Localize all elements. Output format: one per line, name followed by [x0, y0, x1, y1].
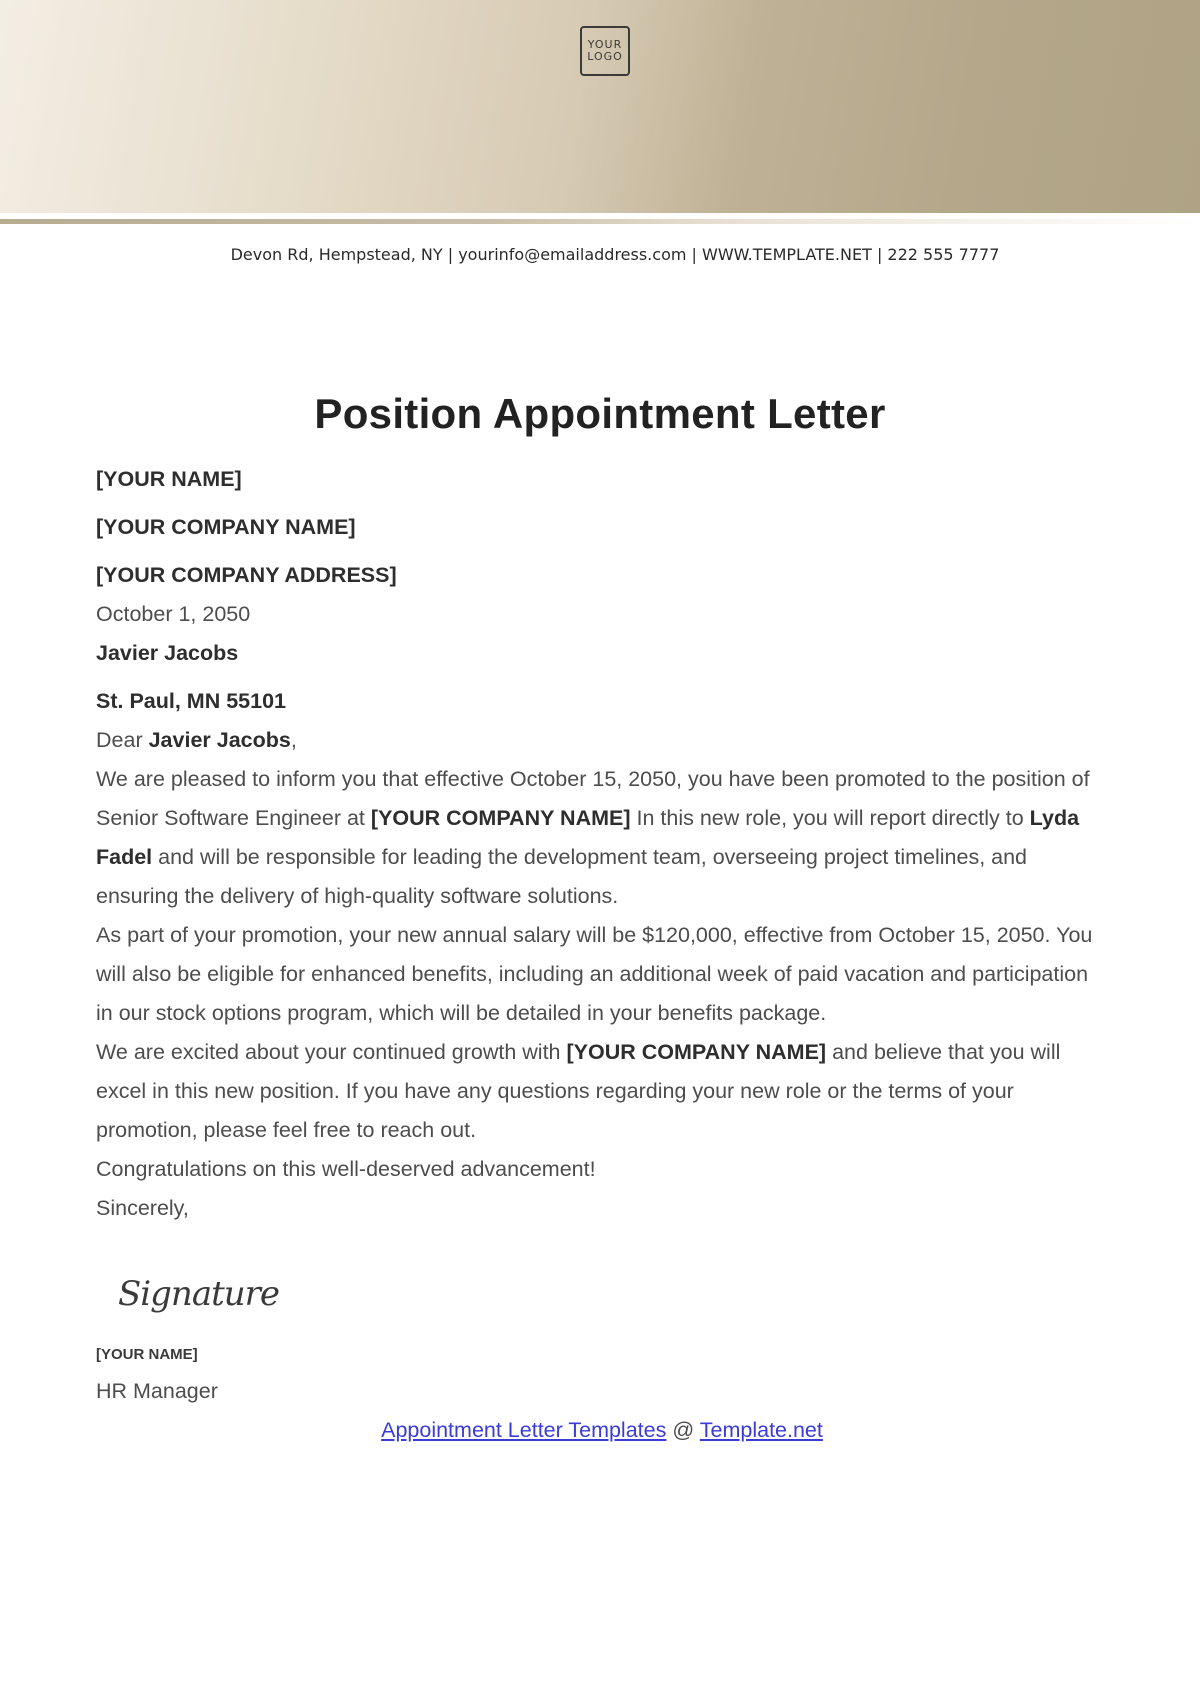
paragraph-promotion [96, 760, 1096, 916]
sender-address: [YOUR COMPANY ADDRESS] [96, 563, 397, 587]
paragraph1-part3: and will be responsible for leading the development team, overseeing project timelines, and ensuring the delivery of high-quality software solutions. [96, 845, 1028, 908]
page-title: Position Appointment Letter [314, 390, 886, 437]
signature-image: Signature [118, 1274, 280, 1314]
letter-date: October 1, 2050 [96, 602, 251, 626]
paragraph-salary: As part of your promotion, your new annual salary will be $120,000, effective from October 15, 2050. You will also be eligible for enhanced benefits, including an additional week of paid vacation and participation in our stock options program, which will be detailed in your benefits package. [96, 923, 1093, 1025]
footer-separator: @ [672, 1418, 695, 1442]
sender-company: [YOUR COMPANY NAME] [96, 515, 356, 539]
header-divider [0, 219, 1200, 224]
paragraph3-company: [YOUR COMPANY NAME] [566, 1040, 827, 1064]
paragraph3-part1: We are excited about your continued growth with [96, 1040, 561, 1064]
paragraph1-part1: We are pleased to inform you that effective October 15, 2050, you have been promoted to the position of Senior Software Engineer at [96, 767, 1090, 830]
salutation-suffix: , [290, 728, 297, 752]
paragraph1-part2: In this new role, you will report directly to [636, 806, 1024, 830]
congratulations-line: Congratulations on this well-deserved advancement! [96, 1157, 596, 1181]
paragraph3-part2: and believe that you will excel in this new position. If you have any questions regarding your new role or the terms of your promotion, please feel free to reach out. [96, 1040, 1061, 1142]
contact-info: Devon Rd, Hempstead, NY | yourinfo@emailaddress.com | WWW.TEMPLATE.NET | 222 555 7777 [230, 245, 1000, 264]
logo-text-line1: YOUR [587, 38, 623, 51]
signer-title: HR Manager [96, 1379, 218, 1403]
salutation-prefix: Dear [96, 728, 143, 752]
closing: Sincerely, [96, 1196, 189, 1220]
paragraph-growth [96, 1033, 1096, 1150]
signer-name: [YOUR NAME] [96, 1346, 198, 1363]
recipient-name: Javier Jacobs [96, 641, 239, 665]
sender-name: [YOUR NAME] [96, 467, 242, 491]
paragraph1-company: [YOUR COMPANY NAME] [370, 806, 631, 830]
company-logo [580, 26, 630, 76]
logo-text-line2: LOGO [587, 50, 623, 63]
paragraph1-manager: Lyda Fadel [96, 806, 1080, 869]
salutation-name: Javier Jacobs [148, 728, 291, 752]
footer-link-template-net[interactable]: Template.net [699, 1418, 823, 1442]
salutation [96, 721, 1096, 760]
footer-link-templates[interactable]: Appointment Letter Templates [381, 1418, 667, 1442]
footer-credits [96, 1411, 1108, 1450]
recipient-address: St. Paul, MN 55101 [96, 689, 286, 713]
letter-body [96, 460, 1096, 1450]
